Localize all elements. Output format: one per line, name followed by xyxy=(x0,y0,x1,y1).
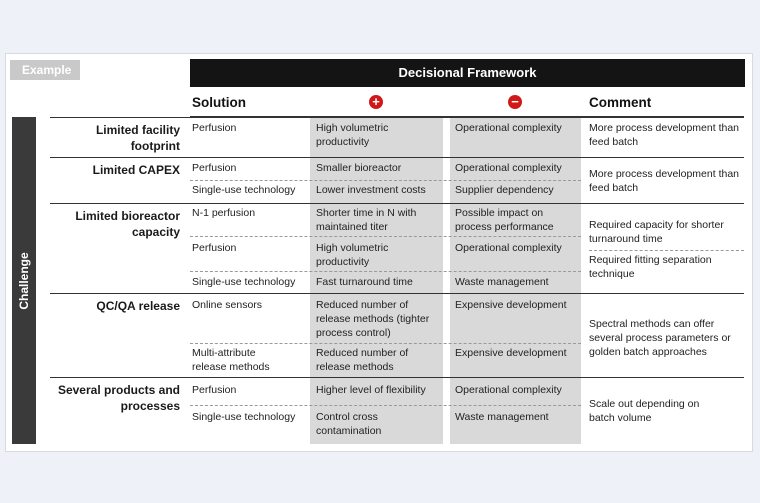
comment-cell: More process development than feed batch xyxy=(589,122,739,148)
group-rule xyxy=(50,293,744,294)
comment-cell: Spectral methods can offer several process parameters or golden batch approaches xyxy=(589,318,731,358)
comment-divider xyxy=(589,250,744,251)
pro-cell: Smaller bioreactor xyxy=(316,162,402,174)
challenge-limited-facility-footprint: Limited facility footprint xyxy=(95,123,180,153)
plus-icon: + xyxy=(369,95,383,109)
solution-cell: Single-use technology xyxy=(192,184,296,196)
challenge-limited-bioreactor-capacity: Limited bioreactor capacity xyxy=(75,209,180,239)
row-divider xyxy=(190,405,581,406)
pro-cell: Higher level of flexibility xyxy=(316,384,426,396)
challenge-axis-label xyxy=(12,117,36,444)
challenge-several-products: Several products and processes xyxy=(57,383,180,413)
pro-cell: Reduced number of release methods (tighter process control) xyxy=(316,299,430,339)
minus-icon: − xyxy=(508,95,522,109)
comment-cell: More process development than feed batch xyxy=(589,168,739,194)
con-cell: Supplier dependency xyxy=(455,184,554,196)
comment-cell: Required fitting separation technique xyxy=(589,254,712,280)
con-cell: Operational complexity xyxy=(455,122,562,134)
pro-cell: Fast turnaround time xyxy=(316,276,413,288)
group-rule xyxy=(50,117,744,118)
group-rule xyxy=(50,377,744,378)
pro-cell: High volumetric productivity xyxy=(316,242,389,268)
solution-cell: Single-use technology xyxy=(192,411,296,423)
row-divider xyxy=(190,271,581,272)
solution-cell: Perfusion xyxy=(192,384,237,396)
solution-cell: Perfusion xyxy=(192,122,237,134)
con-cell: Possible impact on process performance xyxy=(455,207,554,233)
comment-header: Comment xyxy=(589,95,652,110)
example-tag: Example xyxy=(10,60,80,80)
con-cell: Waste management xyxy=(455,411,549,423)
comment-cell: Scale out depending on batch volume xyxy=(589,398,700,424)
row-divider xyxy=(190,343,581,344)
challenge-limited-capex: Limited CAPEX xyxy=(92,163,180,177)
pro-cell: Shorter time in N with maintained titer xyxy=(316,207,417,233)
group-rule xyxy=(50,203,744,204)
challenge-qc-qa-release: QC/QA release xyxy=(96,299,180,313)
solution-cell: Single-use technology xyxy=(192,276,296,288)
solution-header: Solution xyxy=(192,95,246,110)
solution-cell: Multi-attribute release methods xyxy=(192,347,270,373)
comment-cell: Required capacity for shorter turnaround time xyxy=(589,219,724,245)
con-cell: Expensive development xyxy=(455,347,567,359)
con-cell: Waste management xyxy=(455,276,549,288)
pro-cell: High volumetric productivity xyxy=(316,122,389,148)
pro-cell: Control cross contamination xyxy=(316,411,382,437)
con-cell: Operational complexity xyxy=(455,242,562,254)
pro-cell: Lower investment costs xyxy=(316,184,426,196)
row-divider xyxy=(190,180,581,181)
solution-cell: Perfusion xyxy=(192,242,237,254)
framework-title: Decisional Framework xyxy=(190,59,745,87)
solution-cell: Online sensors xyxy=(192,299,263,311)
con-cell: Operational complexity xyxy=(455,162,562,174)
group-rule xyxy=(50,157,744,158)
solution-cell: Perfusion xyxy=(192,162,237,174)
con-cell: Operational complexity xyxy=(455,384,562,396)
row-divider xyxy=(190,236,581,237)
challenge-text: Challenge xyxy=(17,251,31,310)
solution-cell: N-1 perfusion xyxy=(192,207,256,219)
con-cell: Expensive development xyxy=(455,299,567,311)
pro-cell: Reduced number of release methods xyxy=(316,347,409,373)
